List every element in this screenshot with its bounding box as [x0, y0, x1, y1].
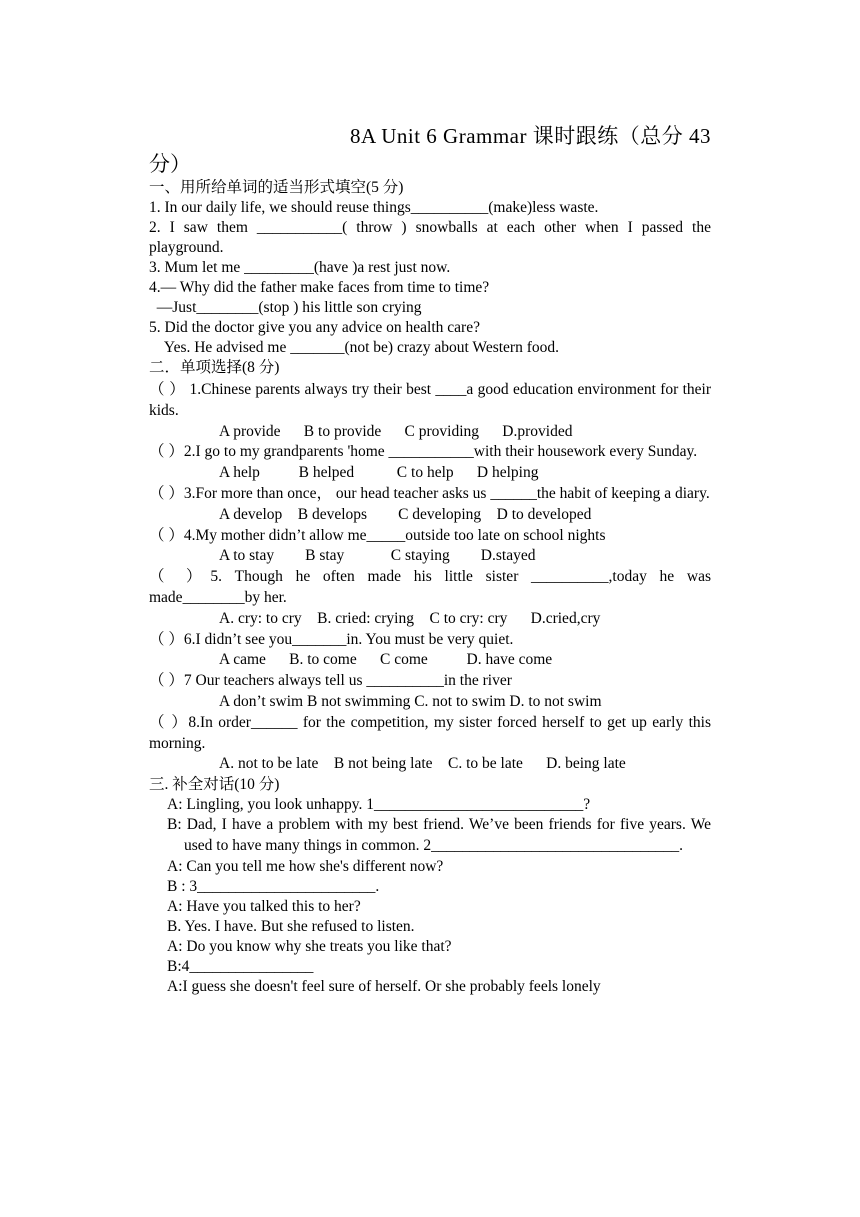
- fill-item-4: 4.— Why did the father make faces from time to time?: [149, 279, 490, 296]
- dialogue-line-1: A: Lingling, you look unhappy. 1___________________________?: [167, 796, 591, 814]
- choice-options-7: A don’t swim B not swimming C. not to swim D. to not swim: [219, 692, 602, 710]
- choice-question-1: （ ） 1.Chinese parents always try their best ____a good education environment for their kids.: [149, 381, 711, 419]
- fill-item-3: 3. Mum let me _________(have )a rest just now.: [149, 259, 451, 276]
- choice-question-7: （ ）7 Our teachers always tell us __________in the river: [149, 672, 512, 690]
- fill-item-4-answer: —Just________(stop ) his little son crying: [149, 299, 422, 316]
- worksheet-title-continued: 分）: [149, 152, 191, 176]
- section-1-heading: 一、用所给单词的适当形式填空(5 分): [149, 179, 404, 196]
- choice-options-4: A to stay B stay C staying D.stayed: [219, 547, 536, 565]
- dialogue-line-6: B. Yes. I have. But she refused to listen.: [167, 917, 415, 935]
- worksheet-title: 8A Unit 6 Grammar 课时跟练（总分 43: [349, 124, 711, 148]
- dialogue-line-4: B : 3_______________________.: [167, 877, 380, 895]
- dialogue-line-7: A: Do you know why she treats you like that?: [167, 937, 452, 955]
- choice-options-5: A. cry: to cry B. cried: crying C to cry: cry D.cried,cry: [219, 609, 601, 627]
- choice-question-4: （ ）4.My mother didn’t allow me_____outside too late on school nights: [149, 526, 606, 544]
- fill-item-5-answer: Yes. He advised me _______(not be) crazy about Western food.: [149, 339, 559, 356]
- choice-question-6: （ ）6.I didn’t see you_______in. You must be very quiet.: [149, 630, 514, 648]
- dialogue-line-3: A: Can you tell me how she's different now?: [167, 857, 444, 875]
- section-3-heading: 三. 补全对话(10 分): [149, 776, 280, 794]
- dialogue-line-8: B:4________________: [167, 957, 314, 975]
- dialogue-line-2: B: Dad, I have a problem with my best friend. We’ve been friends for five years. We used to have many things in common. 2________________________________.: [167, 816, 711, 854]
- fill-item-2: 2. I saw them ___________( throw ) snowballs at each other when I passed the playground.: [149, 219, 711, 256]
- worksheet-page: [149, 122, 711, 997]
- choice-options-8: A. not to be late B not being late C. to be late D. being late: [219, 755, 626, 773]
- choice-question-2: （ ）2.I go to my grandparents 'home ___________with their housework every Sunday.: [149, 443, 698, 461]
- fill-item-5: 5. Did the doctor give you any advice on health care?: [149, 319, 480, 336]
- choice-options-3: A develop B develops C developing D to developed: [219, 505, 592, 523]
- fill-item-1: 1. In our daily life, we should reuse things__________(make)less waste.: [149, 199, 599, 216]
- choice-options-6: A came B. to come C come D. have come: [219, 651, 553, 669]
- choice-question-8: （ ）8.In order______ for the competition, my sister forced herself to get up early this morning.: [149, 713, 711, 752]
- choice-question-5: （ ）5. Though he often made his little sister __________,today he was made________by her.: [149, 568, 711, 606]
- dialogue-line-9: A:I guess she doesn't feel sure of herself. Or she probably feels lonely: [167, 977, 601, 995]
- choice-options-2: A help B helped C to help D helping: [219, 464, 539, 482]
- choice-question-3: （ ）3.For more than once， our head teacher asks us ______the habit of keeping a diary.: [149, 484, 710, 502]
- dialogue-line-5: A: Have you talked this to her?: [167, 897, 361, 915]
- choice-options-1: A provide B to provide C providing D.provided: [219, 422, 573, 440]
- section-2-heading: 二．单项选择(8 分): [149, 359, 280, 376]
